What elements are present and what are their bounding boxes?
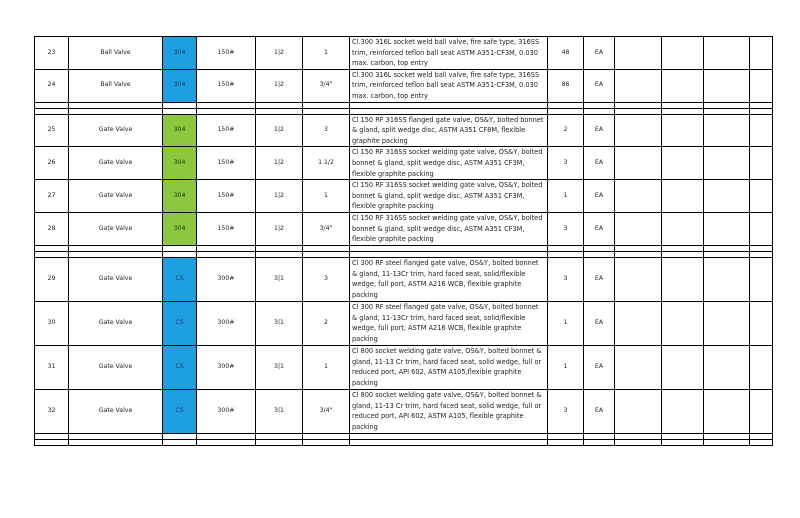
pressure-rating: 150#: [197, 147, 256, 180]
empty-cell: [704, 147, 750, 180]
empty-cell: [662, 212, 704, 245]
empty-cell: [615, 37, 662, 70]
table-row: [35, 37, 773, 70]
empty-cell: [704, 180, 750, 213]
unit-of-measure: EA: [584, 147, 615, 180]
item-name: Gate Valve: [69, 147, 163, 180]
unit-of-measure: EA: [584, 69, 615, 102]
material-code: CS: [163, 345, 197, 389]
empty-cell: [615, 301, 662, 345]
material-code: 304: [163, 37, 197, 70]
schedule-code: 1|2: [256, 212, 303, 245]
empty-cell: [584, 439, 615, 445]
valve-size: 1: [303, 37, 350, 70]
quantity: 3: [548, 212, 584, 245]
empty-cell: [750, 389, 773, 433]
empty-cell: [350, 439, 548, 445]
quantity: 48: [548, 37, 584, 70]
row-number: 32: [35, 389, 69, 433]
material-code: CS: [163, 389, 197, 433]
schedule-code: 3|1: [256, 389, 303, 433]
empty-cell: [615, 147, 662, 180]
table-row: [35, 301, 773, 345]
material-code: CS: [163, 257, 197, 301]
empty-cell: [615, 389, 662, 433]
unit-of-measure: EA: [584, 389, 615, 433]
table-row: [35, 114, 773, 147]
pressure-rating: 300#: [197, 345, 256, 389]
table-row: [35, 69, 773, 102]
item-description: Cl 150 RF 316SS flanged gate valve, OS&Y, bolted bonnet & gland, split wedge disc, ASTM A351 CF8M, flexible graphite packing: [350, 114, 548, 147]
table-row: [35, 147, 773, 180]
unit-of-measure: EA: [584, 345, 615, 389]
empty-cell: [548, 439, 584, 445]
empty-cell: [662, 439, 704, 445]
pressure-rating: 150#: [197, 212, 256, 245]
unit-of-measure: EA: [584, 212, 615, 245]
item-description: Cl 800 socket welding gate valve, OS&Y, bolted bonnet & gland, 11-13 Cr trim, hard faced seat, solid wedge, full or reduced port, API 602, ASTM A105, flexible graphite packing: [350, 389, 548, 433]
empty-cell: [35, 439, 69, 445]
item-name: Gate Valve: [69, 257, 163, 301]
empty-cell: [750, 114, 773, 147]
item-description: Cl 150 RF 316SS socket welding gate valve, OS&Y, bolted bonnet & gland, split wedge disc, ASTM A351 CF3M, flexible graphite packing: [350, 147, 548, 180]
empty-cell: [750, 147, 773, 180]
quantity: 1: [548, 301, 584, 345]
row-number: 31: [35, 345, 69, 389]
schedule-code: 1|2: [256, 69, 303, 102]
quantity: 3: [548, 389, 584, 433]
item-name: Ball Valve: [69, 69, 163, 102]
unit-of-measure: EA: [584, 114, 615, 147]
table-row: [35, 180, 773, 213]
empty-cell: [615, 345, 662, 389]
item-description: Cl.300 316L socket weld ball valve, fire safe type, 316SS trim, reinforced teflon ball seat ASTM A351-CF3M, 0.030 max. carbon, top entry: [350, 69, 548, 102]
empty-cell: [197, 439, 256, 445]
schedule-code: 3|1: [256, 301, 303, 345]
empty-cell: [704, 257, 750, 301]
table-row: [35, 389, 773, 433]
row-number: 28: [35, 212, 69, 245]
unit-of-measure: EA: [584, 37, 615, 70]
empty-cell: [662, 69, 704, 102]
row-number: 29: [35, 257, 69, 301]
empty-cell: [750, 439, 773, 445]
item-name: Gate Valve: [69, 301, 163, 345]
table-row: [35, 257, 773, 301]
valve-size: 3/4": [303, 212, 350, 245]
empty-cell: [662, 257, 704, 301]
table-row: [35, 212, 773, 245]
empty-cell: [750, 212, 773, 245]
quantity: 3: [548, 147, 584, 180]
pressure-rating: 150#: [197, 37, 256, 70]
valve-size: 3/4": [303, 69, 350, 102]
quantity: 86: [548, 69, 584, 102]
unit-of-measure: EA: [584, 180, 615, 213]
empty-cell: [615, 212, 662, 245]
pressure-rating: 300#: [197, 257, 256, 301]
item-description: Cl 800 socket welding gate valve, OS&Y, bolted bonnet & gland, 11-13 Cr trim, hard faced seat, solid wedge, full or reduced port, API 602, ASTM A105,flexible graphite packing: [350, 345, 548, 389]
item-description: Cl.300 316L socket weld ball valve, fire safe type, 316SS trim, reinforced teflon ball seat ASTM A351-CF3M, 0.030 max. carbon, top entry: [350, 37, 548, 70]
item-name: Gate Valve: [69, 114, 163, 147]
empty-cell: [704, 37, 750, 70]
valve-size: 1: [303, 345, 350, 389]
empty-cell: [662, 147, 704, 180]
row-number: 27: [35, 180, 69, 213]
pressure-rating: 300#: [197, 389, 256, 433]
pressure-rating: 300#: [197, 301, 256, 345]
valve-size: 3: [303, 257, 350, 301]
empty-cell: [615, 180, 662, 213]
material-code: 304: [163, 69, 197, 102]
item-description: Cl 150 RF 316SS socket welding gate valve, OS&Y, bolted bonnet & gland, split wedge disc, ASTM A351 CF3M, flexible graphite packing: [350, 212, 548, 245]
empty-cell: [704, 439, 750, 445]
empty-cell: [704, 69, 750, 102]
empty-cell: [750, 345, 773, 389]
valve-size: 1: [303, 180, 350, 213]
empty-cell: [69, 439, 163, 445]
material-code: 304: [163, 114, 197, 147]
item-description: Cl 300 RF steel flanged gate valve, OS&Y, bolted bonnet & gland, 11-13Cr trim, hard faced seat, solid/flexible wedge, full port, ASTM A216 WCB, flexible graphite packing: [350, 257, 548, 301]
row-number: 30: [35, 301, 69, 345]
quantity: 1: [548, 180, 584, 213]
empty-cell: [615, 257, 662, 301]
empty-cell: [662, 345, 704, 389]
valve-size: 2: [303, 301, 350, 345]
valve-size: 1 1/2: [303, 147, 350, 180]
empty-cell: [615, 439, 662, 445]
empty-cell: [750, 37, 773, 70]
empty-cell: [704, 389, 750, 433]
table-row: [35, 345, 773, 389]
empty-cell: [662, 389, 704, 433]
schedule-code: 1|2: [256, 180, 303, 213]
quantity: 1: [548, 345, 584, 389]
pressure-rating: 150#: [197, 114, 256, 147]
empty-cell: [704, 114, 750, 147]
empty-cell: [704, 212, 750, 245]
empty-cell: [662, 37, 704, 70]
row-number: 25: [35, 114, 69, 147]
valve-size: 3: [303, 114, 350, 147]
empty-cell: [662, 180, 704, 213]
schedule-code: 3|1: [256, 345, 303, 389]
empty-cell: [303, 439, 350, 445]
item-name: Ball Valve: [69, 37, 163, 70]
pressure-rating: 150#: [197, 180, 256, 213]
empty-cell: [662, 114, 704, 147]
empty-cell: [750, 301, 773, 345]
schedule-code: 3|1: [256, 257, 303, 301]
schedule-code: 1|2: [256, 147, 303, 180]
material-code: 304: [163, 180, 197, 213]
item-name: Gate Valve: [69, 180, 163, 213]
quantity: 3: [548, 257, 584, 301]
row-number: 26: [35, 147, 69, 180]
valve-size: 3/4": [303, 389, 350, 433]
item-description: Cl 300 RF steel flanged gate valve, OS&Y, bolted bonnet & gland, 11-13Cr trim, hard faced seat, solid/flexible wedge, full port, ASTM A216 WCB, flexible graphite packing: [350, 301, 548, 345]
empty-cell: [615, 69, 662, 102]
material-code: 304: [163, 212, 197, 245]
unit-of-measure: EA: [584, 301, 615, 345]
empty-cell: [256, 439, 303, 445]
schedule-code: 1|2: [256, 37, 303, 70]
empty-cell: [662, 301, 704, 345]
material-code: 304: [163, 147, 197, 180]
spacer-row: [35, 439, 773, 445]
pressure-rating: 150#: [197, 69, 256, 102]
schedule-code: 1|2: [256, 114, 303, 147]
item-name: Gate Valve: [69, 345, 163, 389]
empty-cell: [615, 114, 662, 147]
quantity: 2: [548, 114, 584, 147]
valve-schedule-table: [34, 36, 773, 446]
table-body: [35, 37, 773, 446]
empty-cell: [750, 69, 773, 102]
empty-cell: [750, 257, 773, 301]
item-name: Gate Valve: [69, 212, 163, 245]
item-name: Gate Valve: [69, 389, 163, 433]
row-number: 23: [35, 37, 69, 70]
empty-cell: [163, 439, 197, 445]
row-number: 24: [35, 69, 69, 102]
empty-cell: [704, 345, 750, 389]
empty-cell: [704, 301, 750, 345]
unit-of-measure: EA: [584, 257, 615, 301]
material-code: CS: [163, 301, 197, 345]
item-description: Cl 150 RF 316SS socket welding gate valve, OS&Y, bolted bonnet & gland, split wedge disc, ASTM A351 CF3M, flexible graphite packing: [350, 180, 548, 213]
empty-cell: [750, 180, 773, 213]
